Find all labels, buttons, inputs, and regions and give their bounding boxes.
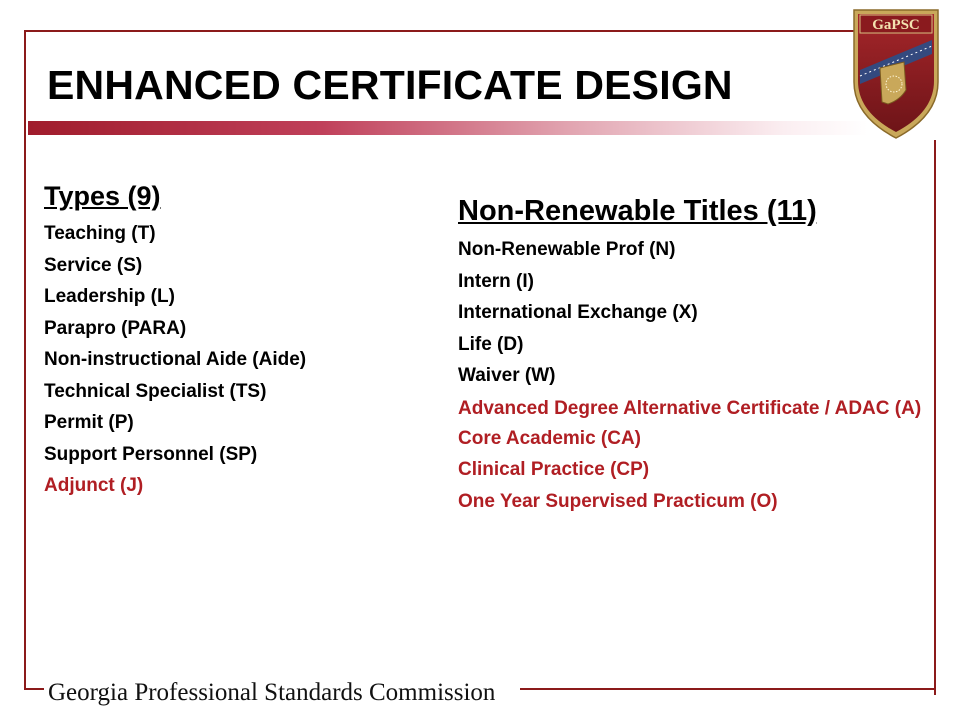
types-list-item: Non-instructional Aide (Aide): [44, 349, 307, 370]
non-renewable-list-item: Non-Renewable Prof (N): [458, 239, 676, 260]
types-list-item: Technical Specialist (TS): [44, 380, 267, 402]
types-list-item: Leadership (L): [44, 286, 175, 307]
types-column: [44, 178, 444, 502]
non-renewable-list-item: International Exchange (X): [458, 302, 698, 323]
non-renewable-list-item: One Year Supervised Practicum (O): [458, 490, 778, 512]
non-renewable-column: [458, 192, 938, 517]
non-renewable-list-item: Life (D): [458, 333, 524, 355]
non-renewable-list-item: Waiver (W): [458, 365, 556, 386]
types-list-item: Parapro (PARA): [44, 317, 187, 339]
title-underline-bar: [28, 121, 868, 135]
non-renewable-list-item: Advanced Degree Alternative Certificate / ADAC (A): [458, 397, 922, 419]
page-title: ENHANCED CERTIFICATE DESIGN: [47, 62, 733, 108]
non-renewable-list-item: Intern (I): [458, 270, 534, 292]
frame-bottom-left-line: [24, 688, 44, 690]
non-renewable-heading: Non-Renewable Titles (11): [458, 195, 817, 227]
types-list-item: Support Personnel (SP): [44, 443, 258, 465]
types-list-item: Teaching (T): [44, 223, 156, 244]
types-list-item: Permit (P): [44, 412, 134, 433]
non-renewable-list-item: Core Academic (CA): [458, 427, 642, 449]
frame-top-line: [24, 30, 856, 32]
types-list: [44, 218, 444, 502]
logo-text: GaPSC: [872, 17, 920, 33]
footer-commission-name: Georgia Professional Standards Commission: [48, 679, 496, 706]
gapsc-logo: [846, 4, 946, 142]
types-list-item: Service (S): [44, 254, 143, 276]
types-list-item: Adjunct (J): [44, 475, 144, 496]
non-renewable-list: [458, 234, 938, 517]
types-heading: Types (9): [44, 181, 161, 211]
non-renewable-list-item: Clinical Practice (CP): [458, 459, 650, 480]
frame-bottom-right-line: [520, 688, 936, 690]
frame-left-line: [24, 30, 26, 690]
